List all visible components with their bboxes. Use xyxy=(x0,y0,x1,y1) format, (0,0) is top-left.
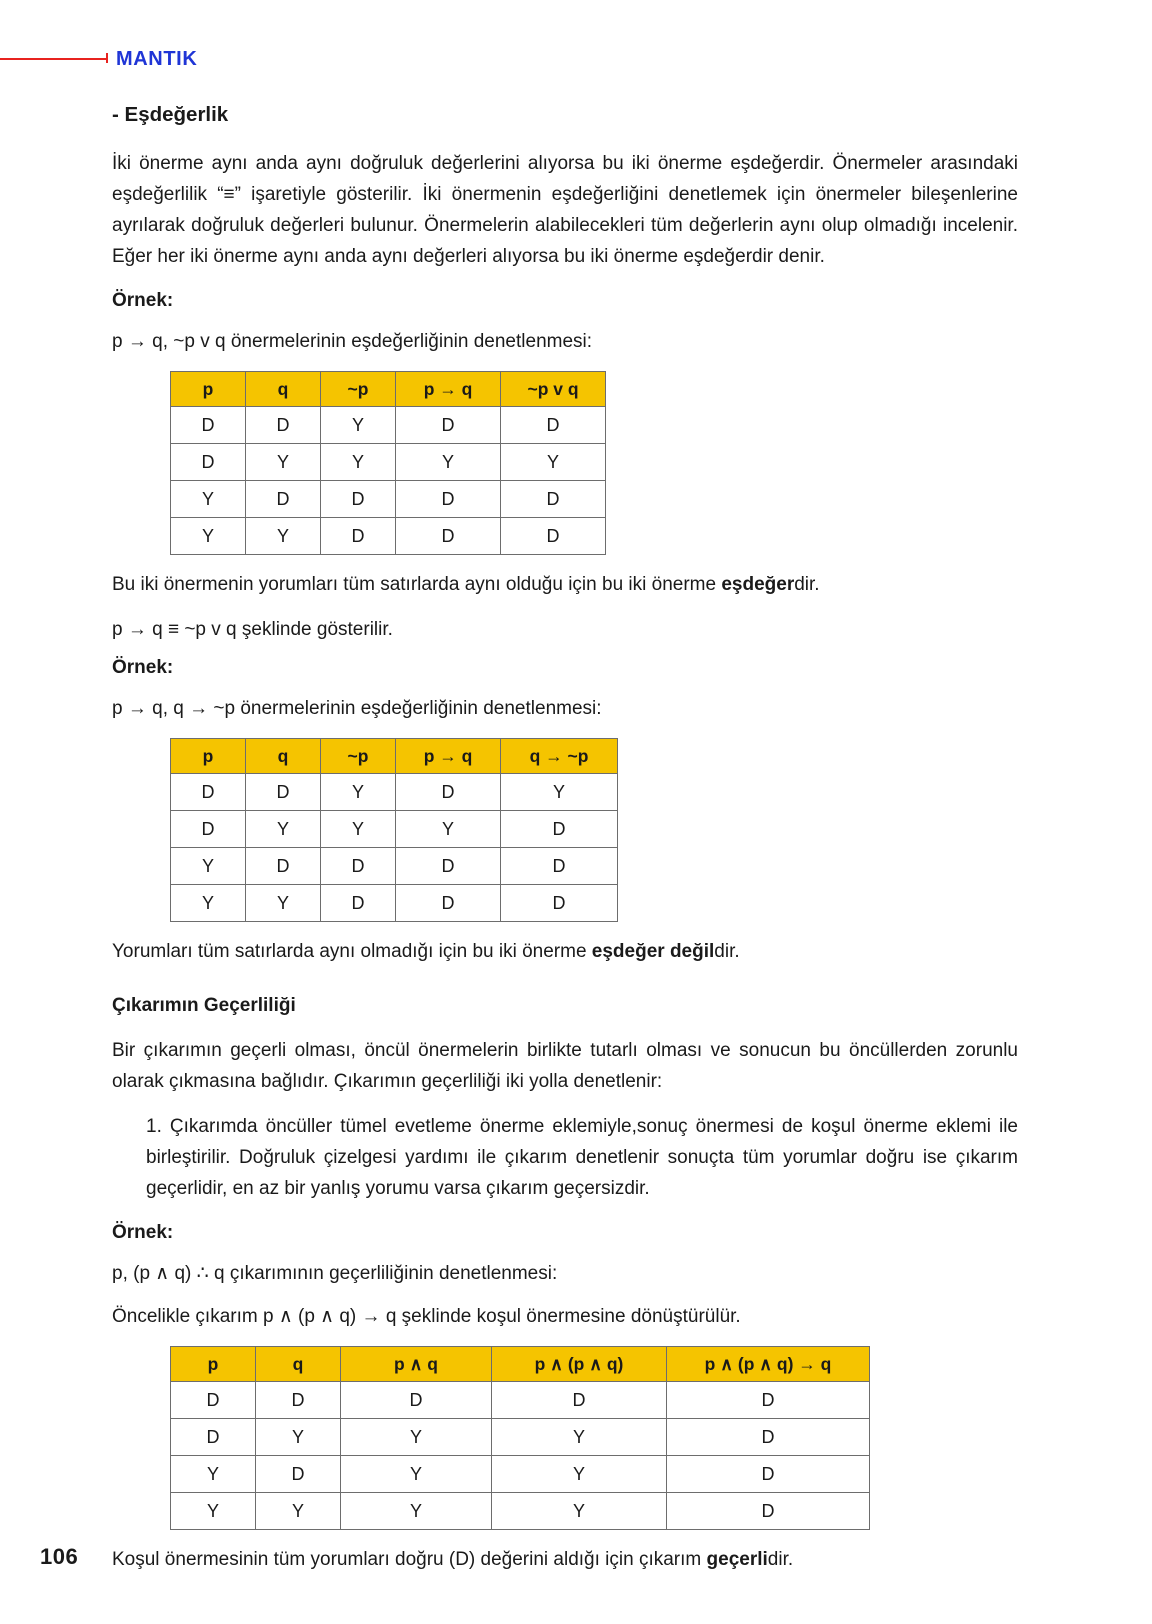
table1-cell: Y xyxy=(321,407,396,444)
table1-cell: D xyxy=(171,444,246,481)
table1-cell: Y xyxy=(396,444,501,481)
example2-conclusion-bold: eşdeğer değil xyxy=(591,941,715,962)
table2-cell: Y xyxy=(501,774,618,811)
table2-cell: Y xyxy=(171,848,246,885)
truth-table-2 xyxy=(170,738,618,922)
table-row xyxy=(171,774,618,811)
table1-cell: D xyxy=(396,481,501,518)
table2-header-cell: q xyxy=(246,739,321,774)
example1-notation: p → q ≡ ~p v q şeklinde gösterilir. xyxy=(112,619,393,640)
example1-conclusion-bold: eşdeğer xyxy=(721,574,795,595)
table2-cell: D xyxy=(396,774,501,811)
table1-header-cell: q xyxy=(246,372,321,407)
table1-cell: D xyxy=(171,407,246,444)
example2-lead: p → q, q → ~p önermelerinin eşdeğerliğinin denetlenmesi: xyxy=(112,698,602,719)
table-row xyxy=(171,444,606,481)
table3-cell: Y xyxy=(492,1419,667,1456)
example1-lead: p → q, ~p v q önermelerinin eşdeğerliğinin denetlenmesi: xyxy=(112,331,593,352)
table1-cell: D xyxy=(246,407,321,444)
table-row xyxy=(171,407,606,444)
truth-table-1 xyxy=(170,371,606,555)
table1-cell: D xyxy=(321,481,396,518)
table3-header-cell: p xyxy=(171,1347,256,1382)
table3-cell: Y xyxy=(492,1456,667,1493)
table2-cell: D xyxy=(171,774,246,811)
table3-cell: D xyxy=(171,1382,256,1419)
table3-cell: D xyxy=(667,1456,870,1493)
table2-cell: D xyxy=(321,848,396,885)
example3-conclusion-pre: Koşul önermesinin tüm yorumları doğru (D) değerini aldığı için çıkarım xyxy=(112,1549,707,1570)
header-rule-tick xyxy=(106,53,108,63)
table-header-row xyxy=(171,372,606,407)
page-header xyxy=(0,44,1152,74)
table1-cell: Y xyxy=(246,444,321,481)
example3-lead: p, (p ∧ q) ∴ q çıkarımının geçerliliğinin denetlenmesi: xyxy=(112,1263,558,1284)
section-heading-esdegerlik: - Eşdeğerlik xyxy=(112,103,229,126)
table2-cell: D xyxy=(396,885,501,922)
table1-cell: D xyxy=(321,518,396,555)
table2-header-cell: p xyxy=(171,739,246,774)
table-row xyxy=(171,811,618,848)
table3-cell: Y xyxy=(492,1493,667,1530)
example1-conclusion xyxy=(112,569,1018,600)
example1-conclusion-pre: Bu iki önermenin yorumları tüm satırlarda aynı olduğu için bu iki önerme xyxy=(112,574,722,595)
example3-conclusion-bold: geçerli xyxy=(706,1549,768,1570)
table1-cell: D xyxy=(396,407,501,444)
table2-cell: D xyxy=(396,848,501,885)
table-header-row xyxy=(171,1347,870,1382)
table3-cell: D xyxy=(667,1493,870,1530)
table1-cell: Y xyxy=(501,444,606,481)
table3-header-cell: p ∧ (p ∧ q) → q xyxy=(667,1347,870,1382)
table2-cell: Y xyxy=(246,811,321,848)
cikarim-item-1: 1. Çıkarımda öncüller tümel evetleme önerme eklemiyle,sonuç önermesi de koşul önerme eklemi ile birleştirilir. Doğruluk çizelgesi yardımı ile çıkarım denetlenir sonuçta tüm yorumlar doğru ise çıkarım geçerlidir, en az bir yanlış yorumu varsa çıkarım geçersizdir. xyxy=(146,1116,1018,1199)
table2-cell: Y xyxy=(396,811,501,848)
table1-cell: D xyxy=(501,518,606,555)
table3-cell: D xyxy=(667,1419,870,1456)
table1-header-cell: ~p xyxy=(321,372,396,407)
table-row xyxy=(171,1456,870,1493)
header-rule-line xyxy=(0,58,108,60)
table1-cell: D xyxy=(501,481,606,518)
table3-cell: Y xyxy=(171,1456,256,1493)
table3-cell: Y xyxy=(256,1493,341,1530)
page-title: MANTIK xyxy=(116,48,198,70)
table3-cell: D xyxy=(492,1382,667,1419)
table2-cell: D xyxy=(501,885,618,922)
example3-transform: Öncelikle çıkarım p ∧ (p ∧ q) → q şeklinde koşul önermesine dönüştürülür. xyxy=(112,1306,741,1327)
table2-cell: Y xyxy=(171,885,246,922)
table2-cell: Y xyxy=(246,885,321,922)
example2-conclusion xyxy=(112,936,1018,967)
table2-cell: D xyxy=(246,848,321,885)
page-number: 106 xyxy=(40,1544,79,1569)
table-row xyxy=(171,885,618,922)
table-row xyxy=(171,1419,870,1456)
table1-header-cell: ~p v q xyxy=(501,372,606,407)
ornek-label-2: Örnek: xyxy=(112,657,174,678)
table2-cell: D xyxy=(171,811,246,848)
example1-conclusion-post: dir. xyxy=(794,574,820,595)
cikarim-paragraph: Bir çıkarımın geçerli olması, öncül önermelerin birlikte tutarlı olması ve sonucun bu öncüllerden zorunlu olarak çıkmasına bağlıdır. Çıkarımın geçerliliği iki yolla denetlenir: xyxy=(112,1040,1018,1092)
table3-cell: Y xyxy=(341,1456,492,1493)
table2-cell: D xyxy=(246,774,321,811)
table3-header-cell: p ∧ (p ∧ q) xyxy=(492,1347,667,1382)
table3-cell: Y xyxy=(341,1493,492,1530)
table3-cell: D xyxy=(256,1382,341,1419)
table-row xyxy=(171,1382,870,1419)
table2-cell: Y xyxy=(321,811,396,848)
example2-conclusion-pre: Yorumları tüm satırlarda aynı olmadığı için bu iki önerme xyxy=(112,941,592,962)
ornek-label-3: Örnek: xyxy=(112,1222,174,1243)
table3-cell: Y xyxy=(341,1419,492,1456)
table3-cell: D xyxy=(171,1419,256,1456)
table1-cell: Y xyxy=(321,444,396,481)
table-row xyxy=(171,1493,870,1530)
table2-cell: D xyxy=(501,811,618,848)
table3-cell: Y xyxy=(171,1493,256,1530)
table1-cell: D xyxy=(396,518,501,555)
truth-table-3 xyxy=(170,1346,870,1530)
example3-conclusion-post: dir. xyxy=(767,1549,794,1570)
table3-cell: Y xyxy=(256,1419,341,1456)
content-column xyxy=(112,100,1018,1575)
table2-header-cell: ~p xyxy=(321,739,396,774)
table-header-row xyxy=(171,739,618,774)
table1-header-cell: p → q xyxy=(396,372,501,407)
table3-cell: D xyxy=(256,1456,341,1493)
table2-header-cell: q → ~p xyxy=(501,739,618,774)
table1-cell: D xyxy=(501,407,606,444)
ornek-label-1: Örnek: xyxy=(112,290,174,311)
table-row xyxy=(171,481,606,518)
table3-cell: D xyxy=(341,1382,492,1419)
intro-paragraph: İki önerme aynı anda aynı doğruluk değerlerini alıyorsa bu iki önerme eşdeğerdir. Önermeler arasındaki eşdeğerlilik “≡” işaretiyle gösterilir. İki önermenin eşdeğerliğini denetlemek için önermeler bileşenlerine ayrılarak doğruluk değerleri bulunur. Önermelerin alabilecekleri tüm değerlerin aynı olup olmadığı incelenir. Eğer her iki önerme aynı anda aynı değerleri alıyorsa bu iki önerme eşdeğerdir denir. xyxy=(112,153,1018,267)
table3-header-cell: q xyxy=(256,1347,341,1382)
table2-header-cell: p → q xyxy=(396,739,501,774)
table1-cell: Y xyxy=(246,518,321,555)
table1-cell: D xyxy=(246,481,321,518)
section-heading-cikarim: Çıkarımın Geçerliliği xyxy=(112,995,296,1016)
example2-conclusion-post: dir. xyxy=(714,941,740,962)
table2-cell: Y xyxy=(321,774,396,811)
table3-header-cell: p ∧ q xyxy=(341,1347,492,1382)
table1-header-cell: p xyxy=(171,372,246,407)
table3-cell: D xyxy=(667,1382,870,1419)
table2-cell: D xyxy=(501,848,618,885)
table-row xyxy=(171,518,606,555)
table1-cell: Y xyxy=(171,481,246,518)
table2-cell: D xyxy=(321,885,396,922)
table1-cell: Y xyxy=(171,518,246,555)
example3-conclusion xyxy=(112,1544,1018,1575)
table-row xyxy=(171,848,618,885)
